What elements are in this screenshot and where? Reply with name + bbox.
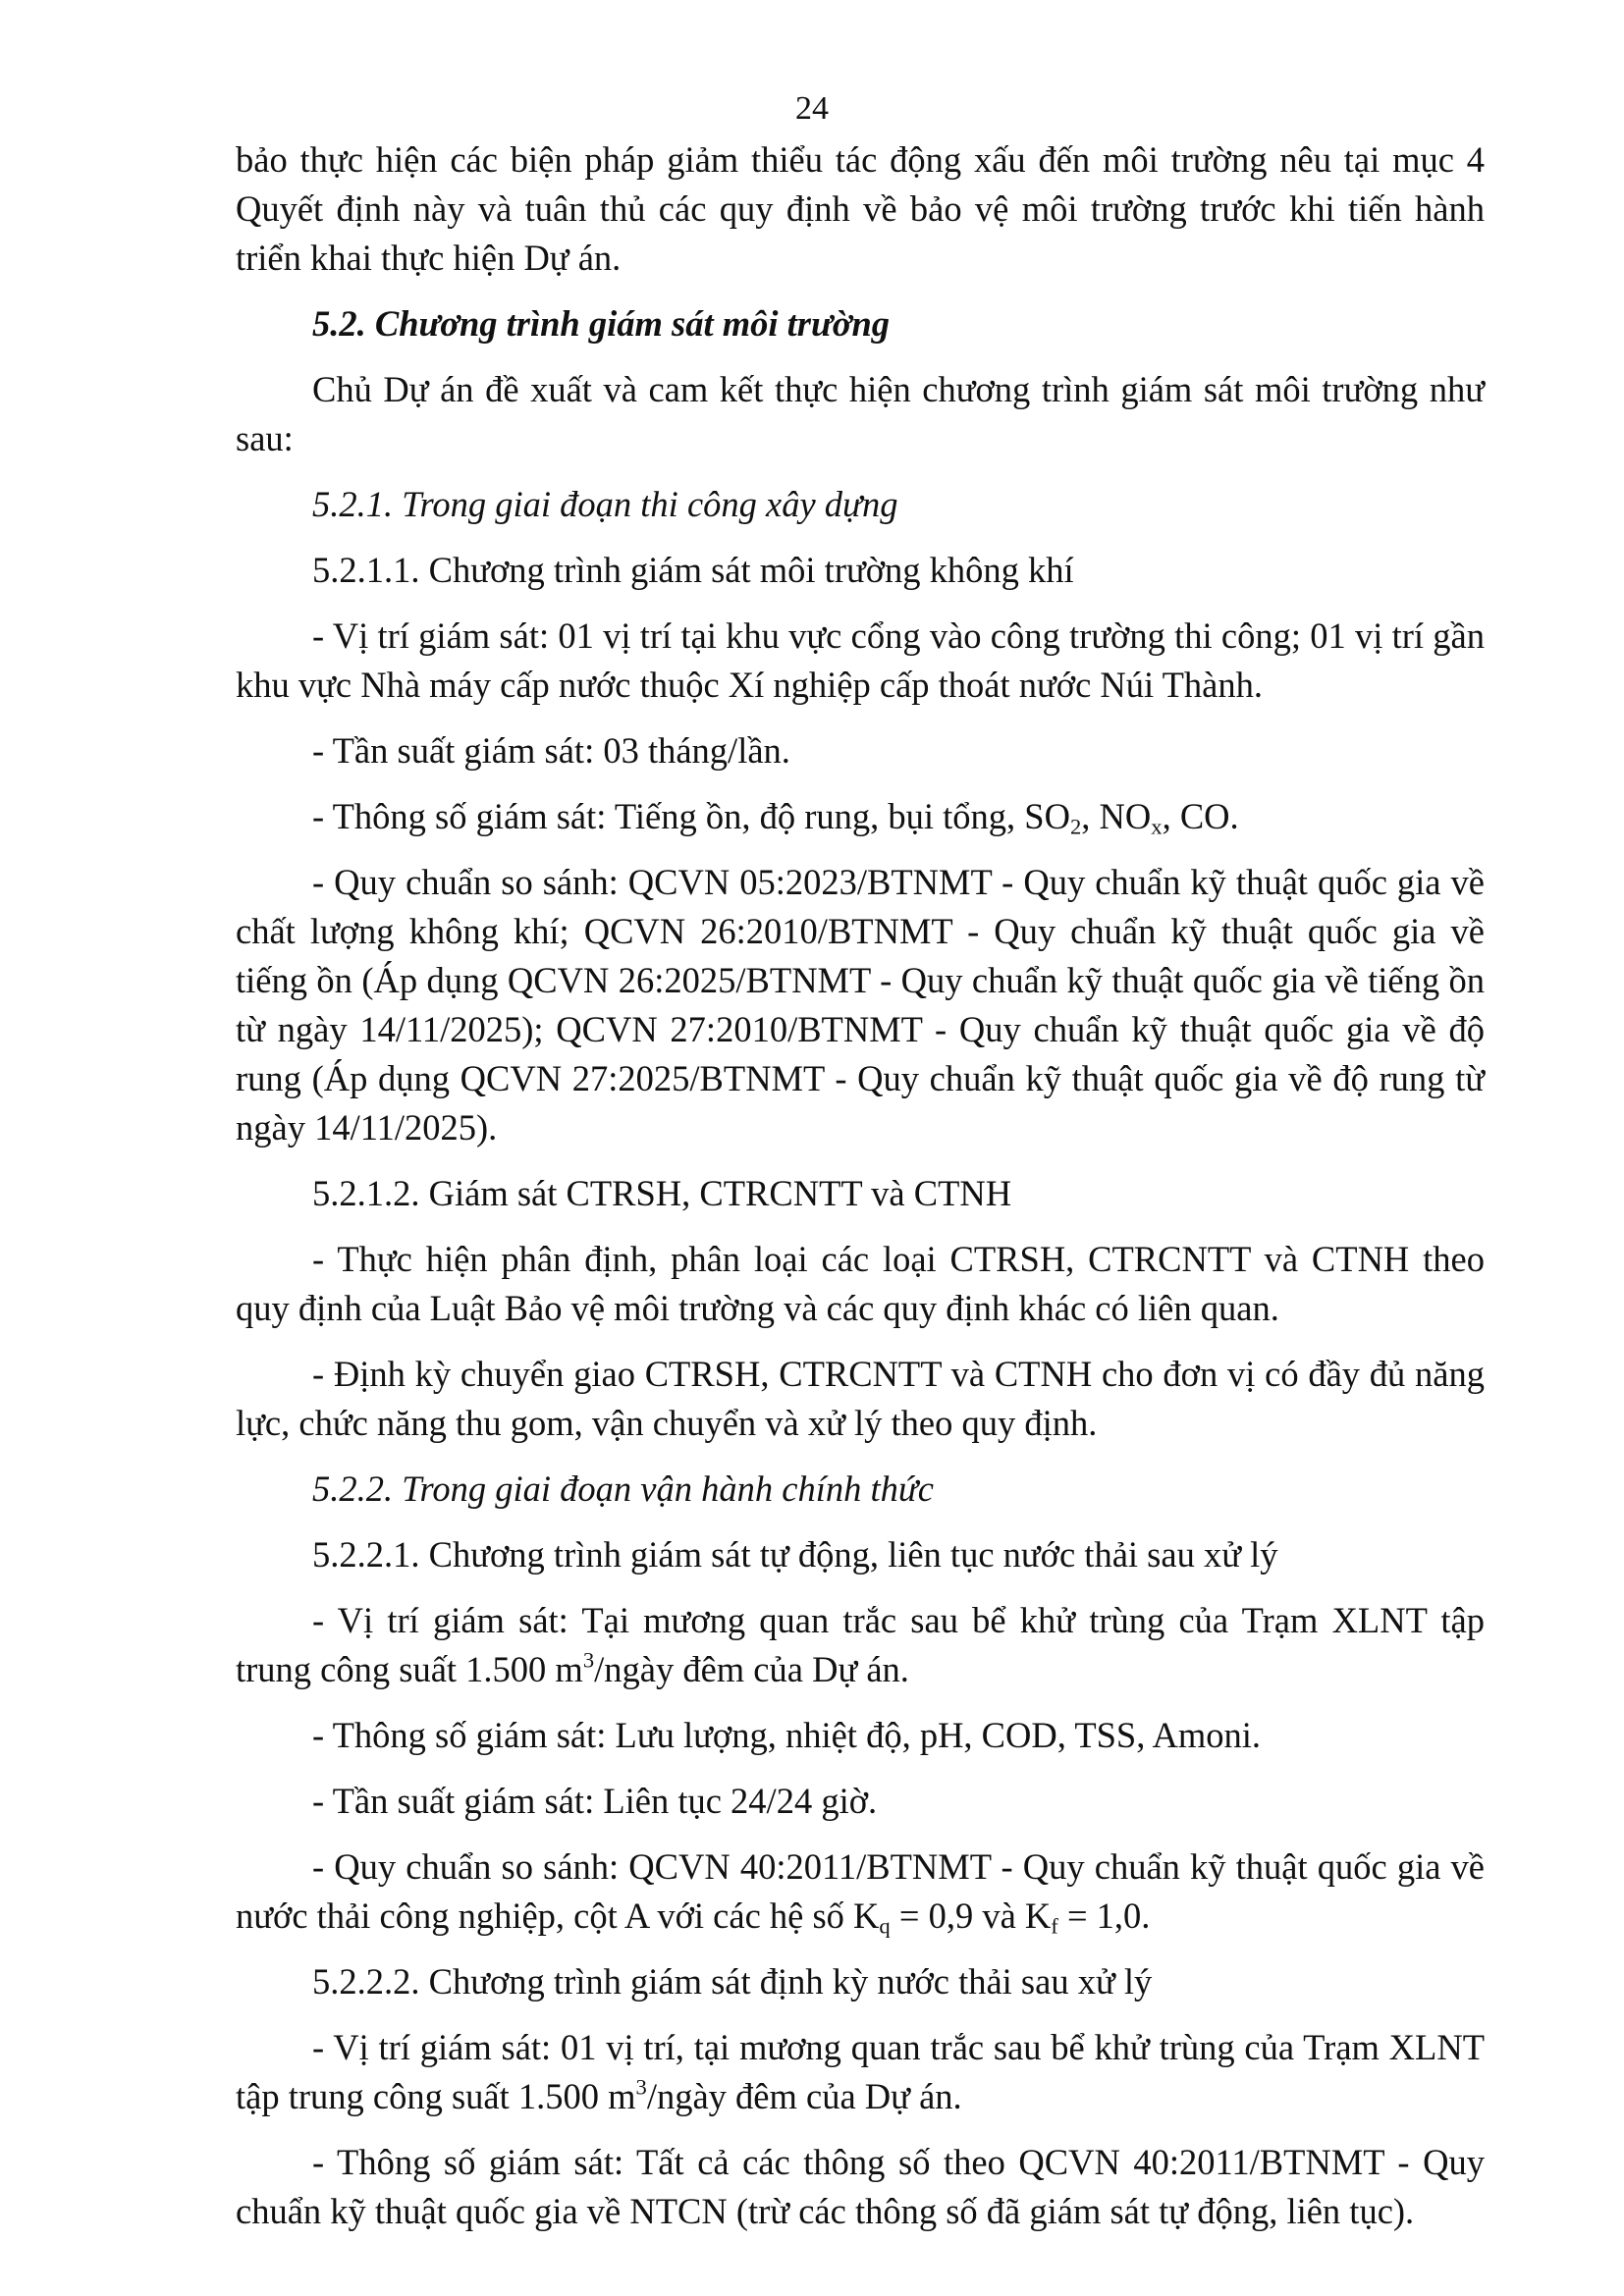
document-body — [236, 135, 1485, 2253]
paragraph-auto-location: - Vị trí giám sát: Tại mương quan trắc sau bể khử trùng của Trạm XLNT tập trung công suất 1.500 $m^3$/ngày đêm của Dự án. — [236, 1600, 1485, 1689]
paragraph-periodic-parameters: - Thông số giám sát: Tất cả các thông số theo QCVN 40:2011/BTNMT - Quy chuẩn kỹ thuật quốc gia về NTCN (trừ các thông số đã giám sát tự động, liên tục). — [236, 2142, 1485, 2231]
section-heading-5-2-1-1: 5.2.1.1. Chương trình giám sát môi trường không khí — [312, 550, 1074, 590]
section-heading-5-2-1-2: 5.2.1.2. Giám sát CTRSH, CTRCNTT và CTNH — [312, 1173, 1012, 1213]
paragraph-waste-classification: - Thực hiện phân định, phân loại các loại CTRSH, CTRCNTT và CTNH theo quy định của Luật Bảo vệ môi trường và các quy định khác có liên quan. — [236, 1239, 1485, 1328]
paragraph-waste-transfer: - Định kỳ chuyển giao CTRSH, CTRCNTT và CTNH cho đơn vị có đầy đủ năng lực, chức năng thu gom, vận chuyển và xử lý theo quy định. — [236, 1354, 1485, 1443]
paragraph-continued: bảo thực hiện các biện pháp giảm thiểu tác động xấu đến môi trường nêu tại mục 4 Quyết định này và tuân thủ các quy định về bảo vệ môi trường trước khi tiến hành triển khai thực hiện Dự án. — [236, 139, 1485, 278]
paragraph-air-frequency: - Tần suất giám sát: 03 tháng/lần. — [312, 730, 790, 771]
paragraph-periodic-location: - Vị trí giám sát: 01 vị trí, tại mương quan trắc sau bể khử trùng của Trạm XLNT tập trung công suất 1.500 $m^3$/ngày đêm của Dự án. — [236, 2027, 1485, 2116]
section-heading-5-2: 5.2. Chương trình giám sát môi trường — [312, 303, 890, 344]
paragraph-auto-frequency: - Tần suất giám sát: Liên tục 24/24 giờ. — [312, 1781, 878, 1821]
paragraph-air-parameters: - Thông số giám sát: Tiếng ồn, độ rung, bụi tổng, $SO_2$, $NO_x$, CO. — [312, 796, 1239, 839]
section-heading-5-2-2-2: 5.2.2.2. Chương trình giám sát định kỳ nước thải sau xử lý — [312, 1961, 1153, 2002]
paragraph-air-standard: - Quy chuẩn so sánh: QCVN 05:2023/BTNMT - Quy chuẩn kỹ thuật quốc gia về chất lượng không khí; QCVN 26:2010/BTNMT - Quy chuẩn kỹ thuật quốc gia về tiếng ồn (Áp dụng QCVN 26:2025/BTNMT - Quy chuẩn kỹ thuật quốc gia về tiếng ồn từ ngày 14/11/2025); QCVN 27:2010/BTNMT - Quy chuẩn kỹ thuật quốc gia về độ rung (Áp dụng QCVN 27:2025/BTNMT - Quy chuẩn kỹ thuật quốc gia về độ rung từ ngày 14/11/2025). — [236, 862, 1485, 1148]
paragraph-auto-parameters: - Thông số giám sát: Lưu lượng, nhiệt độ, pH, COD, TSS, Amoni. — [312, 1715, 1261, 1755]
paragraph-auto-standard: - Quy chuẩn so sánh: QCVN 40:2011/BTNMT - Quy chuẩn kỹ thuật quốc gia về nước thải công nghiệp, cột A với các hệ số $K_q = 0,9$ và $K_f = 1,0$. — [236, 1846, 1485, 1939]
section-heading-5-2-2-1: 5.2.2.1. Chương trình giám sát tự động, liên tục nước thải sau xử lý — [312, 1534, 1278, 1575]
paragraph-air-location: - Vị trí giám sát: 01 vị trí tại khu vực cổng vào công trường thi công; 01 vị trí gần khu vực Nhà máy cấp nước thuộc Xí nghiệp cấp thoát nước Núi Thành. — [236, 615, 1485, 705]
section-heading-5-2-1: 5.2.1. Trong giai đoạn thi công xây dựng — [312, 484, 898, 524]
page-number: 24 — [795, 90, 829, 127]
paragraph-5-2-intro: Chủ Dự án đề xuất và cam kết thực hiện chương trình giám sát môi trường như sau: — [236, 369, 1485, 458]
section-heading-5-2-2: 5.2.2. Trong giai đoạn vận hành chính thức — [312, 1468, 934, 1509]
